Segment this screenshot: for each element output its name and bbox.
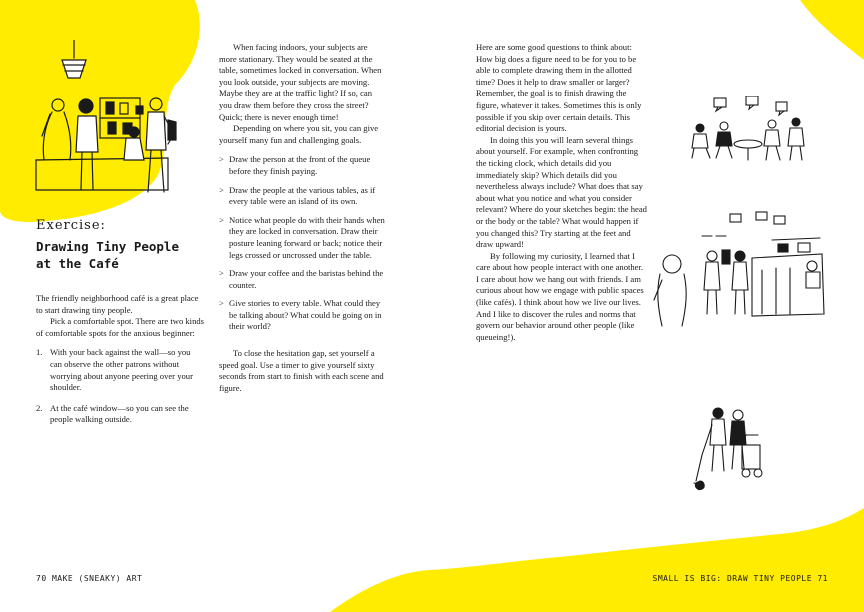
list-item	[219, 185, 387, 208]
bullet-mark: >	[219, 268, 224, 279]
bullet-mark: >	[219, 184, 224, 195]
bullet-mark: >	[219, 154, 224, 165]
list-number: 1.	[36, 347, 43, 358]
cafe-interior-illustration	[652, 210, 832, 330]
running-title-left: MAKE (SNEAKY) ART	[51, 574, 143, 583]
cafe-counter-illustration	[28, 40, 198, 200]
page-number-left: 70	[36, 574, 47, 583]
page-number-right: 71	[817, 574, 828, 583]
list-item	[219, 268, 387, 291]
col2-paragraph-2: Depending on where you sit, you can give yourself many fun and challenging goals.	[219, 123, 379, 145]
list-item-text: Draw the person at the front of the queue before they finish paying.	[229, 154, 371, 176]
list-item-text: With your back against the wall—so you can observe the other patrons without worrying about anyone peering over your shoulder.	[50, 347, 193, 393]
list-item-text: Notice what people do with their hands when they are locked in conversation. Draw their posture leaning forward or back; notice their legs crossed or uncrossed under the table.	[229, 214, 385, 260]
col3-paragraph-2: In doing this you will learn several things about yourself. For example, when confronting the ticking clock, which details did you immediately skip? Which details did you nevertheless always include? What does that say about what you notice and what you consider relevant? Where do your sketches begin: the head or the body or the table? What would happen if you changed this? Try starting at the feet and draw upward!	[476, 134, 647, 250]
list-number: 2.	[36, 402, 43, 413]
yellow-band-bottom	[330, 508, 864, 612]
list-item	[219, 215, 387, 261]
col2-paragraph-1: When facing indoors, your subjects are more stationary. They would be seated at the table, sometimes locked in conversation. When you look outside, your subjects are moving. Maybe they are at the traffic light? If so, can you draw them before they cross the street? Quick; there is never enough time!	[219, 42, 382, 122]
footer-right	[653, 574, 828, 583]
column-2	[219, 42, 387, 394]
col1-paragraph-2: Pick a comfortable spot. There are two kinds of comfortable spots for the anxious beginner:	[36, 316, 205, 338]
exercise-title-line1: Drawing Tiny People	[36, 239, 179, 254]
list-item	[36, 403, 204, 426]
footer-left	[36, 574, 142, 583]
col3-paragraph-3: By following my curiosity, I learned that I care about how people interact with one another. I care about how we hang out with friends. I am curious about how we engage with public spaces (like cafés). I think about how we live our lives. And I like to discover the rules and norms that govern our behavior around other people (like queueing!).	[476, 250, 644, 342]
col2-paragraph-3: To close the hesitation gap, set yourself a speed goal. Use a timer to give yourself sixty seconds from start to finish with each scene and figure.	[219, 348, 384, 393]
column-1	[36, 293, 204, 435]
bullet-mark: >	[219, 214, 224, 225]
list-item	[219, 298, 387, 333]
friends-at-table-illustration	[686, 96, 816, 166]
running-title-right: SMALL IS BIG: DRAW TINY PEOPLE	[652, 574, 813, 583]
list-item-text: At the café window—so you can see the people walking outside.	[50, 402, 189, 425]
list-item-text: Draw the people at the various tables, as if every table were an island of its own.	[229, 184, 376, 207]
bullet-mark: >	[219, 298, 224, 309]
exercise-title	[36, 238, 179, 272]
col1-paragraph-1: The friendly neighborhood café is a great place to start drawing tiny people.	[36, 293, 199, 315]
list-item-text: Draw your coffee and the baristas behind the counter.	[229, 268, 384, 290]
col3-paragraph-1: Here are some good questions to think about: How big does a figure need to be for you to be able to complete drawing them in the allotted time? Does it help to draw smaller or larger? Remember, the goal is to finish drawing the figure, whatever it takes. Sometimes this is only possible if you skip over certain details. This editorial decision is yours.	[476, 42, 642, 134]
list-item	[36, 347, 204, 393]
list-item-text: Give stories to every table. What could they be talking about? What could be going on in their world?	[229, 298, 382, 332]
column-3	[476, 42, 648, 343]
exercise-title-line2: at the Café	[36, 256, 119, 271]
street-people-illustration	[692, 405, 772, 495]
list-item	[219, 154, 387, 177]
exercise-label: Exercise:	[36, 218, 106, 233]
yellow-blob-top-right	[800, 0, 864, 60]
